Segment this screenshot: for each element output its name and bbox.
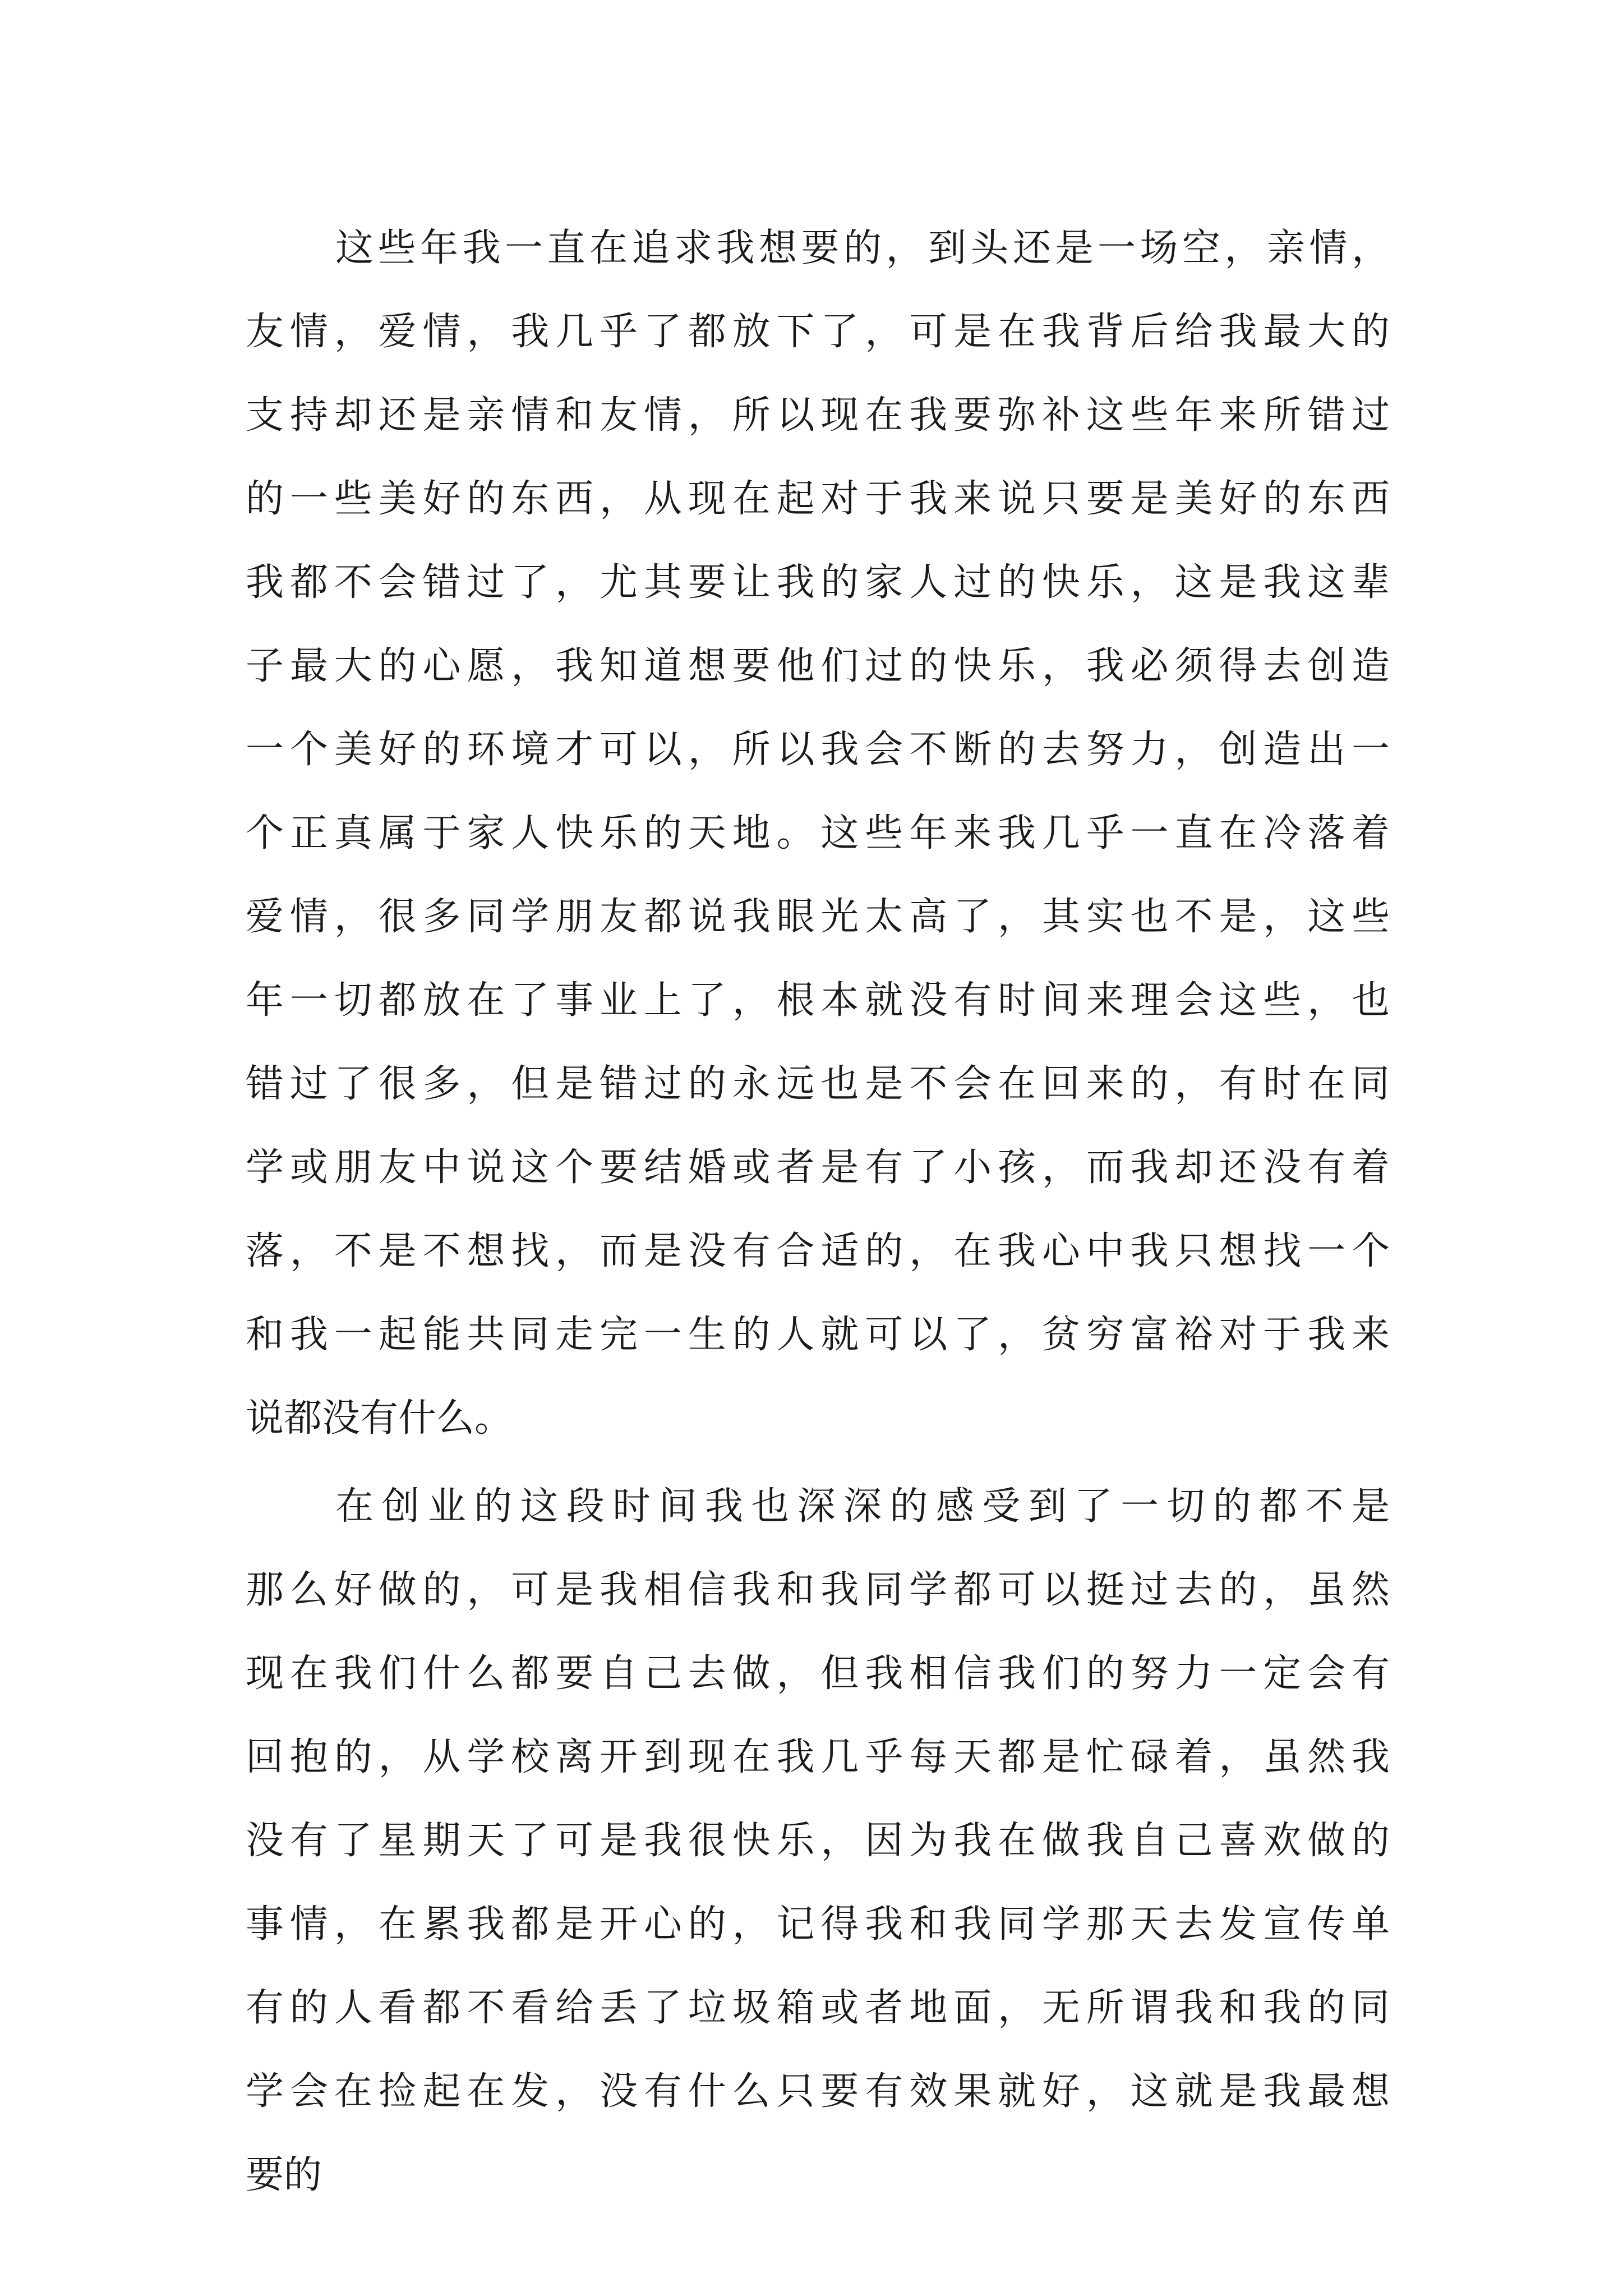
text-line: 要的 [246,2153,322,2197]
text-line: 事情，在累我都是开心的，记得我和我同学那天去发宣传单 [246,1902,1390,1947]
text-line: 支持却还是亲情和友情，所以现在我要弥补这些年来所错过 [246,393,1390,438]
text-line: 没有了星期天了可是我很快乐，因为我在做我自己喜欢做的 [246,1819,1390,1863]
paragraph-2 [246,1465,1390,2217]
text-line: 年一切都放在了事业上了，根本就没有时间来理会这些，也 [246,978,1390,1023]
text-line: 那么好做的，可是我相信我和我同学都可以挺过去的，虽然 [246,1568,1390,1612]
text-line: 现在我们什么都要自己去做，但我相信我们的努力一定会有 [246,1651,1390,1696]
text-line: 学或朋友中说这个要结婚或者是有了小孩，而我却还没有着 [246,1145,1390,1190]
text-line: 友情，爱情，我几乎了都放下了，可是在我背后给我最大的 [246,310,1390,354]
text-line: 学会在捡起在发，没有什么只要有效果就好，这就是我最想 [246,2069,1390,2114]
document-body [246,206,1390,2217]
text-line: 在创业的这段时间我也深深的感受到了一切的都不是 [335,1484,1390,1529]
text-line: 的一些美好的东西，从现在起对于我来说只要是美好的东西 [246,477,1390,521]
text-line: 我都不会错过了，尤其要让我的家人过的快乐，这是我这辈 [246,560,1390,605]
text-line: 说都没有什么。 [246,1396,513,1441]
text-line: 有的人看都不看给丢了垃圾箱或者地面，无所谓我和我的同 [246,1986,1390,2030]
text-line: 爱情，很多同学朋友都说我眼光太高了，其实也不是，这些 [246,895,1390,939]
text-line: 一个美好的环境才可以，所以我会不断的去努力，创造出一 [246,728,1390,772]
text-line: 落，不是不想找，而是没有合适的，在我心中我只想找一个 [246,1229,1390,1273]
text-line: 错过了很多，但是错过的永远也是不会在回来的，有时在同 [246,1062,1390,1106]
paragraph-spacer [246,1460,1390,1465]
text-line: 这些年我一直在追求我想要的，到头还是一场空，亲情， [335,226,1390,270]
text-line: 回抱的，从学校离开到现在我几乎每天都是忙碌着，虽然我 [246,1735,1390,1779]
paragraph-1 [246,206,1390,1460]
text-line: 和我一起能共同走完一生的人就可以了，贫穷富裕对于我来 [246,1313,1390,1357]
text-line: 子最大的心愿，我知道想要他们过的快乐，我必须得去创造 [246,644,1390,688]
text-line: 个正真属于家人快乐的天地。这些年来我几乎一直在冷落着 [246,811,1390,855]
